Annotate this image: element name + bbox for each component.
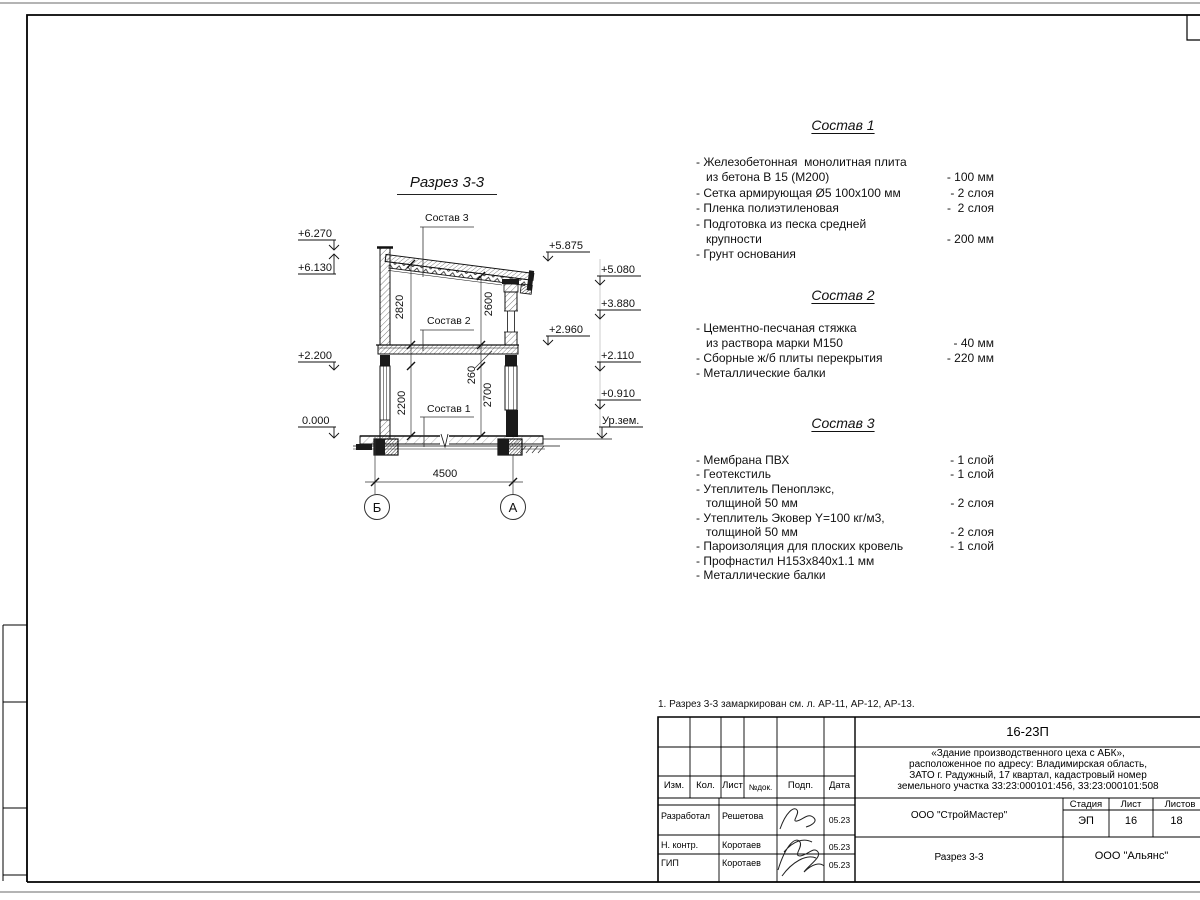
elevation-5080: +5.080 [601,264,635,276]
beam-bearing-right [505,355,517,366]
stage-value: ЭП [1078,815,1094,827]
axis-label-a: А [508,500,518,515]
list-item [696,539,994,553]
dim-260: 260 [466,365,478,385]
object-description-line: ЗАТО г. Радужный, 17 квартал, кадастровый номер [909,770,1147,781]
list-item [696,482,994,496]
beam-bearing-left [380,355,390,366]
sign-date-ncontrol: 05.23 [828,842,851,852]
material-text: толщиной 50 мм [696,524,798,539]
material-text: - Пленка полиэтиленовая [696,201,839,216]
drawing-name: Разрез 3-3 [934,852,984,863]
list-item [696,155,994,170]
callout-sostav-2: Состав 2 [427,315,471,327]
material-text: крупности [696,231,762,246]
sign-name-ncontrol: Коротаев [722,840,761,850]
composition-3-title: Состав 3 [811,415,875,431]
sign-role-developer: Разработал [661,811,710,821]
section-title: Разрез 3-3 [397,174,497,195]
sign-name-gip: Коротаев [722,858,761,868]
list-item [696,496,994,510]
dim-2700: 2700 [482,382,494,408]
material-value: - 100 мм [946,170,994,185]
floor-slab [378,345,518,354]
dim-2600: 2600 [483,291,495,317]
list-item [696,366,994,381]
composition-1-list [696,155,994,263]
signatures [778,809,824,876]
material-text: из бетона В 15 (М200) [696,170,830,185]
doc-number: 16-23П [1006,724,1049,739]
elevation-2110: +2.110 [601,350,635,362]
object-description-line: расположенное по адресу: Владимирская область, [909,759,1147,770]
rev-col-podp: Подп. [787,780,814,791]
list-item [696,453,994,467]
elevation-5875: +5.875 [549,240,583,252]
material-value: - 2 слоя [947,201,994,216]
list-item [696,247,994,262]
composition-3-list [696,453,994,583]
material-value: - 1 слой [950,453,994,467]
soil-hatch [520,446,544,453]
material-text: - Геотекстиль [696,467,771,482]
pier [506,410,518,437]
composition-2-title: Состав 2 [811,287,875,303]
contractor-name: ООО "СтройМастер" [910,810,1008,821]
material-value: - 220 мм [946,351,994,365]
rev-col-izm: Изм. [663,780,685,791]
object-description-line: «Здание производственного цеха с АБК», [931,748,1125,759]
elevation-ground-level: Ур.зем. [602,415,640,427]
list-item [696,201,994,216]
sheet-label: Лист [1120,799,1142,810]
upper-window-opening [504,311,518,332]
material-value: - 2 слоя [950,496,994,511]
list-item [696,321,994,336]
elevation-0000: 0.000 [302,415,330,427]
dim-2200: 2200 [396,390,408,416]
sign-name-developer: Решетова [722,811,764,821]
sign-date-gip: 05.23 [828,860,851,870]
elevation-6130: +6.130 [298,262,332,274]
object-description [858,748,1198,792]
material-text: - Утеплитель Эковер Y=100 кг/м3, [696,510,885,525]
material-value: - 40 мм [953,336,994,350]
material-text: - Металлические балки [696,366,826,380]
material-value: - 200 мм [946,231,994,246]
sign-role-gip: ГИП [661,858,679,868]
material-text: - Грунт основания [696,247,796,262]
axis-label-b: Б [372,500,382,515]
sheets-total: 18 [1170,815,1183,827]
material-value: - 2 слоя [950,524,994,539]
company-name: ООО "Альянс" [1094,850,1169,862]
material-text: - Сетка армирующая Ø5 100х100 мм [696,185,901,200]
list-item [696,217,994,232]
list-item [696,525,994,539]
list-item [696,336,994,351]
material-text: - Металлические балки [696,568,826,583]
corner-box [1187,15,1200,40]
material-text: толщиной 50 мм [696,496,798,511]
rev-col-list: Лист [722,780,743,791]
material-text: - Подготовка из песка средней [696,216,867,231]
dim-4500: 4500 [432,468,458,480]
elevation-3880: +3.880 [601,298,635,310]
material-text: - Пароизоляция для плоских кровель [696,539,904,554]
list-item [696,467,994,481]
roof-bracket [520,284,532,294]
list-item [696,554,994,568]
material-text: из раствора марки М150 [696,336,843,350]
material-text: - Сборные ж/б плиты перекрытия [696,351,883,365]
sign-date-developer: 05.23 [828,815,851,825]
list-item [696,186,994,201]
callout-sostav-1: Состав 1 [427,403,471,415]
elevation-0910: +0.910 [601,388,635,400]
rev-col-kol: Кол. [696,780,715,791]
rev-col-data: Дата [828,780,851,791]
sheet-number: 16 [1124,815,1138,827]
rev-col-dok: №док. [748,783,773,792]
sheets-label: Листов [1164,799,1196,810]
sheet-note: 1. Разрез 3-3 замаркирован см. л. АР-11, АР-12, АР-13. [658,699,915,710]
material-value: - 1 слой [950,539,994,554]
list-item [696,351,994,366]
composition-2-list [696,321,994,381]
list-item [696,170,994,185]
material-text: - Утеплитель Пеноплэкс, [696,481,835,496]
left-margin-table [3,625,27,881]
callout-sostav-3: Состав 3 [425,212,469,224]
material-value: - 2 слоя [950,185,994,200]
object-description-line: земельного участка 33:23:000101:456, 33:23:000101:508 [897,781,1159,792]
list-item [696,568,994,582]
composition-1-title: Состав 1 [811,117,875,133]
list-item [696,232,994,247]
elevation-2960: +2.960 [549,324,583,336]
material-value: - 1 слой [950,467,994,482]
signature-korotaev [778,840,824,876]
list-item [696,511,994,525]
material-text: - Профнастил Н153х840х1.1 мм [696,553,875,568]
material-text: - Мембрана ПВХ [696,453,790,467]
elevation-6270: +6.270 [298,228,332,240]
signature-reshetova [780,809,815,829]
material-text: - Железобетонная монолитная плита [696,155,907,169]
elevation-2200: +2.200 [298,350,332,362]
stage-label: Стадия [1069,799,1103,810]
material-text: - Цементно-песчаная стяжка [696,321,857,335]
sign-role-ncontrol: Н. контр. [661,840,699,850]
dim-2820: 2820 [394,294,406,320]
